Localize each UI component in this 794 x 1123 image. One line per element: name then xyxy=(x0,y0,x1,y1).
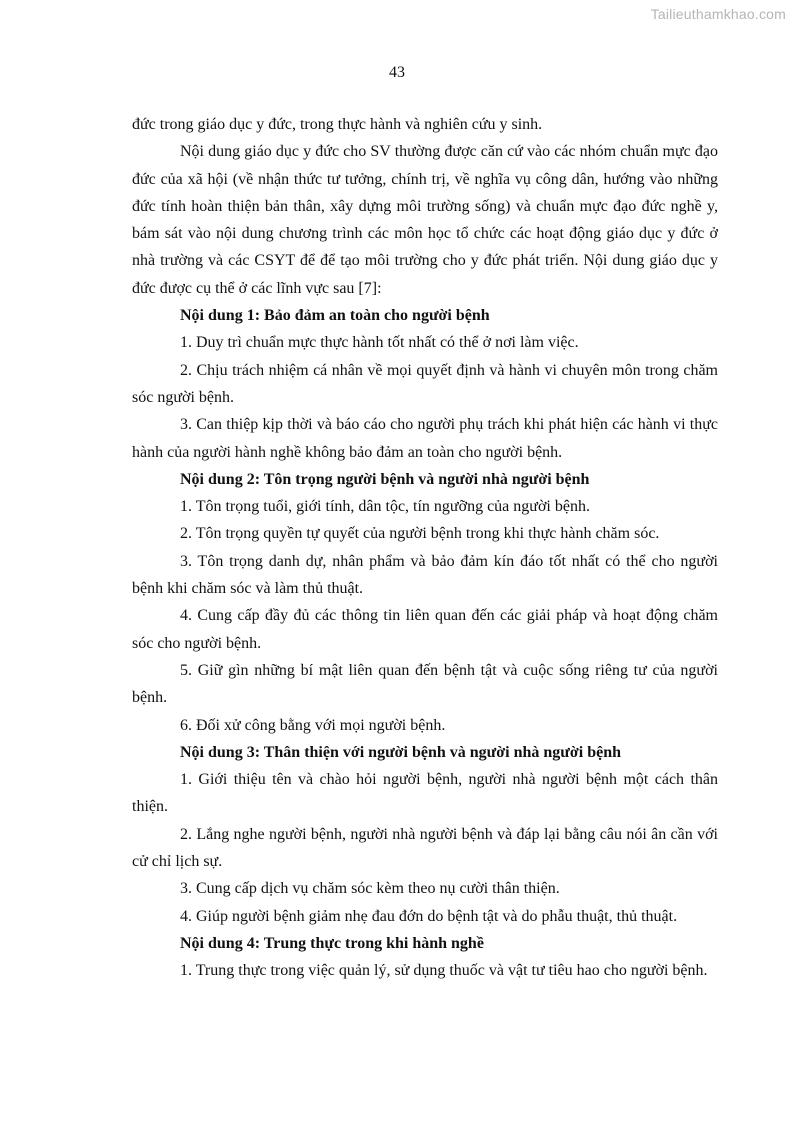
section-heading: Nội dung 2: Tôn trọng người bệnh và người nhà người bệnh xyxy=(180,470,590,488)
section-heading: Nội dung 1: Bảo đảm an toàn cho người bệnh xyxy=(180,307,490,325)
paragraph: 2. Tôn trọng quyền tự quyết của người bệnh trong khi thực hành chăm sóc. xyxy=(180,525,660,543)
paragraph: Nội dung giáo dục y đức cho SV thường được căn cứ vào các nhóm chuẩn mực đạo đức của xã hội (về nhận thức tư tưởng, chính trị, về nghĩa vụ công dân, hướng vào những đức tính hoàn thiện bản thân, xây dựng môi trường sống) và chuẩn mực đạo đức nghề y, bám sát vào nội dung chương trình các môn học tổ chức các hoạt động giáo dục y đức ở nhà trường và các CSYT để để tạo môi trường cho y đức phát triển. Nội dung giáo dục y đức được cụ thể ở các lĩnh vực sau [7]: xyxy=(132,143,718,297)
paragraph: 3. Cung cấp dịch vụ chăm sóc kèm theo nụ cười thân thiện. xyxy=(180,880,560,898)
paragraph: 1. Duy trì chuẩn mực thực hành tốt nhất có thể ở nơi làm việc. xyxy=(180,334,579,352)
document-body xyxy=(132,111,718,985)
page-number: 43 xyxy=(389,64,405,81)
paragraph: 1. Tôn trọng tuổi, giới tính, dân tộc, tín ngưỡng của người bệnh. xyxy=(180,498,590,516)
paragraph: 6. Đối xử công bằng với mọi người bệnh. xyxy=(180,716,446,734)
paragraph: 2. Chịu trách nhiệm cá nhân về mọi quyết định và hành vi chuyên môn trong chăm sóc người bệnh. xyxy=(132,361,718,406)
section-heading: Nội dung 3: Thân thiện với người bệnh và người nhà người bệnh xyxy=(180,743,621,761)
paragraph: 3. Tôn trọng danh dự, nhân phẩm và bảo đảm kín đáo tốt nhất có thể cho người bệnh khi chăm sóc và làm thủ thuật. xyxy=(132,552,718,598)
paragraph: 1. Trung thực trong việc quản lý, sử dụng thuốc và vật tư tiêu hao cho người bệnh. xyxy=(180,962,708,980)
paragraph: 1. Giới thiệu tên và chào hỏi người bệnh, người nhà người bệnh một cách thân thiện. xyxy=(132,771,718,816)
watermark: Tailieuthamkhao.com xyxy=(650,6,786,22)
paragraph: 4. Cung cấp đầy đủ các thông tin liên quan đến các giải pháp và hoạt động chăm sóc cho người bệnh. xyxy=(132,607,718,652)
paragraph: 3. Can thiệp kịp thời và báo cáo cho người phụ trách khi phát hiện các hành vi thực hành của người hành nghề không bảo đảm an toàn cho người bệnh. xyxy=(132,416,718,461)
section-heading: Nội dung 4: Trung thực trong khi hành nghề xyxy=(180,934,484,952)
paragraph: 5. Giữ gìn những bí mật liên quan đến bệnh tật và cuộc sống riêng tư của người bệnh. xyxy=(132,661,718,707)
paragraph: 2. Lắng nghe người bệnh, người nhà người bệnh và đáp lại bằng câu nói ân cần với cử chỉ lịch sự. xyxy=(132,825,718,871)
paragraph: 4. Giúp người bệnh giảm nhẹ đau đớn do bệnh tật và do phẫu thuật, thủ thuật. xyxy=(180,907,678,925)
paragraph-continuation: đức trong giáo dục y đức, trong thực hành và nghiên cứu y sinh. xyxy=(132,116,543,133)
